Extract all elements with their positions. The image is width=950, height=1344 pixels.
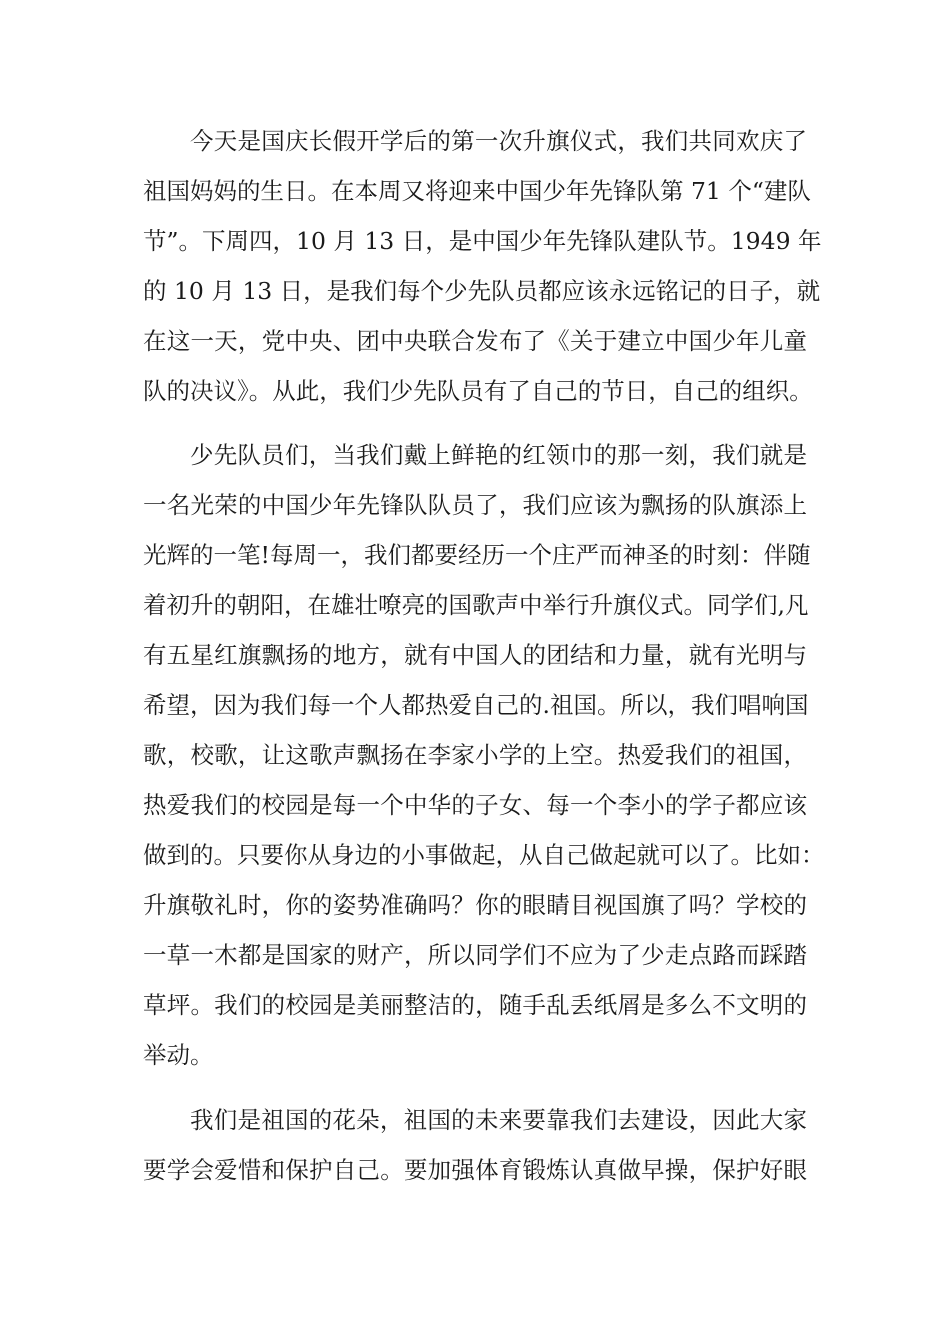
text-line: 草坪。我们的校园是美丽整洁的，随手乱丢纸屑是多么不文明的 <box>143 991 807 1019</box>
text-line: 一草一木都是国家的财产，所以同学们不应为了少走点路而踩踏 <box>143 941 807 969</box>
text-line: 有五星红旗飘扬的地方，就有中国人的团结和力量，就有光明与 <box>143 641 807 669</box>
text-line: 要学会爱惜和保护自己。要加强体育锻炼认真做早操，保护好眼 <box>143 1156 807 1184</box>
text-line: 升旗敬礼时，你的姿势准确吗？你的眼睛目视国旗了吗？学校的 <box>143 891 807 919</box>
text-line: 祖国妈妈的生日。在本周又将迎来中国少年先锋队第 71 个“建队 <box>143 177 811 205</box>
text-line: 举动。 <box>143 1041 214 1069</box>
paragraph-2 <box>143 430 825 1080</box>
text-line: 歌，校歌，让这歌声飘扬在李家小学的上空。热爱我们的祖国， <box>143 741 807 769</box>
text-line: 节”。下周四，10 月 13 日，是中国少年先锋队建队节。1949 年 <box>143 227 822 255</box>
text-line: 今天是国庆长假开学后的第一次升旗仪式，我们共同欢庆了 <box>190 127 807 155</box>
text-line: 队的决议》。从此，我们少先队员有了自己的节日，自己的组织。 <box>143 377 813 405</box>
text-line: 的 10 月 13 日，是我们每个少先队员都应该永远铭记的日子，就 <box>143 277 821 305</box>
text-line: 一名光荣的中国少年先锋队队员了，我们应该为飘扬的队旗添上 <box>143 491 807 519</box>
text-line: 在这一天，党中央、团中央联合发布了《关于建立中国少年儿童 <box>143 327 807 355</box>
text-line: 我们是祖国的花朵，祖国的未来要靠我们去建设，因此大家 <box>190 1106 807 1134</box>
text-line: 光辉的一笔!每周一，我们都要经历一个庄严而神圣的时刻：伴随 <box>143 541 811 569</box>
text-line: 少先队员们，当我们戴上鲜艳的红领巾的那一刻，我们就是 <box>190 441 807 469</box>
paragraph-3 <box>143 1095 807 1195</box>
text-line: 做到的。只要你从身边的小事做起，从自己做起就可以了。比如： <box>143 841 825 869</box>
text-line: 希望，因为我们每一个人都热爱自己的.祖国。所以，我们唱响国 <box>143 691 809 719</box>
text-line: 热爱我们的校园是每一个中华的子女、每一个李小的学子都应该 <box>143 791 807 819</box>
paragraph-1 <box>143 116 822 416</box>
text-line: 着初升的朝阳，在雄壮嘹亮的国歌声中举行升旗仪式。同学们,凡 <box>143 591 809 619</box>
